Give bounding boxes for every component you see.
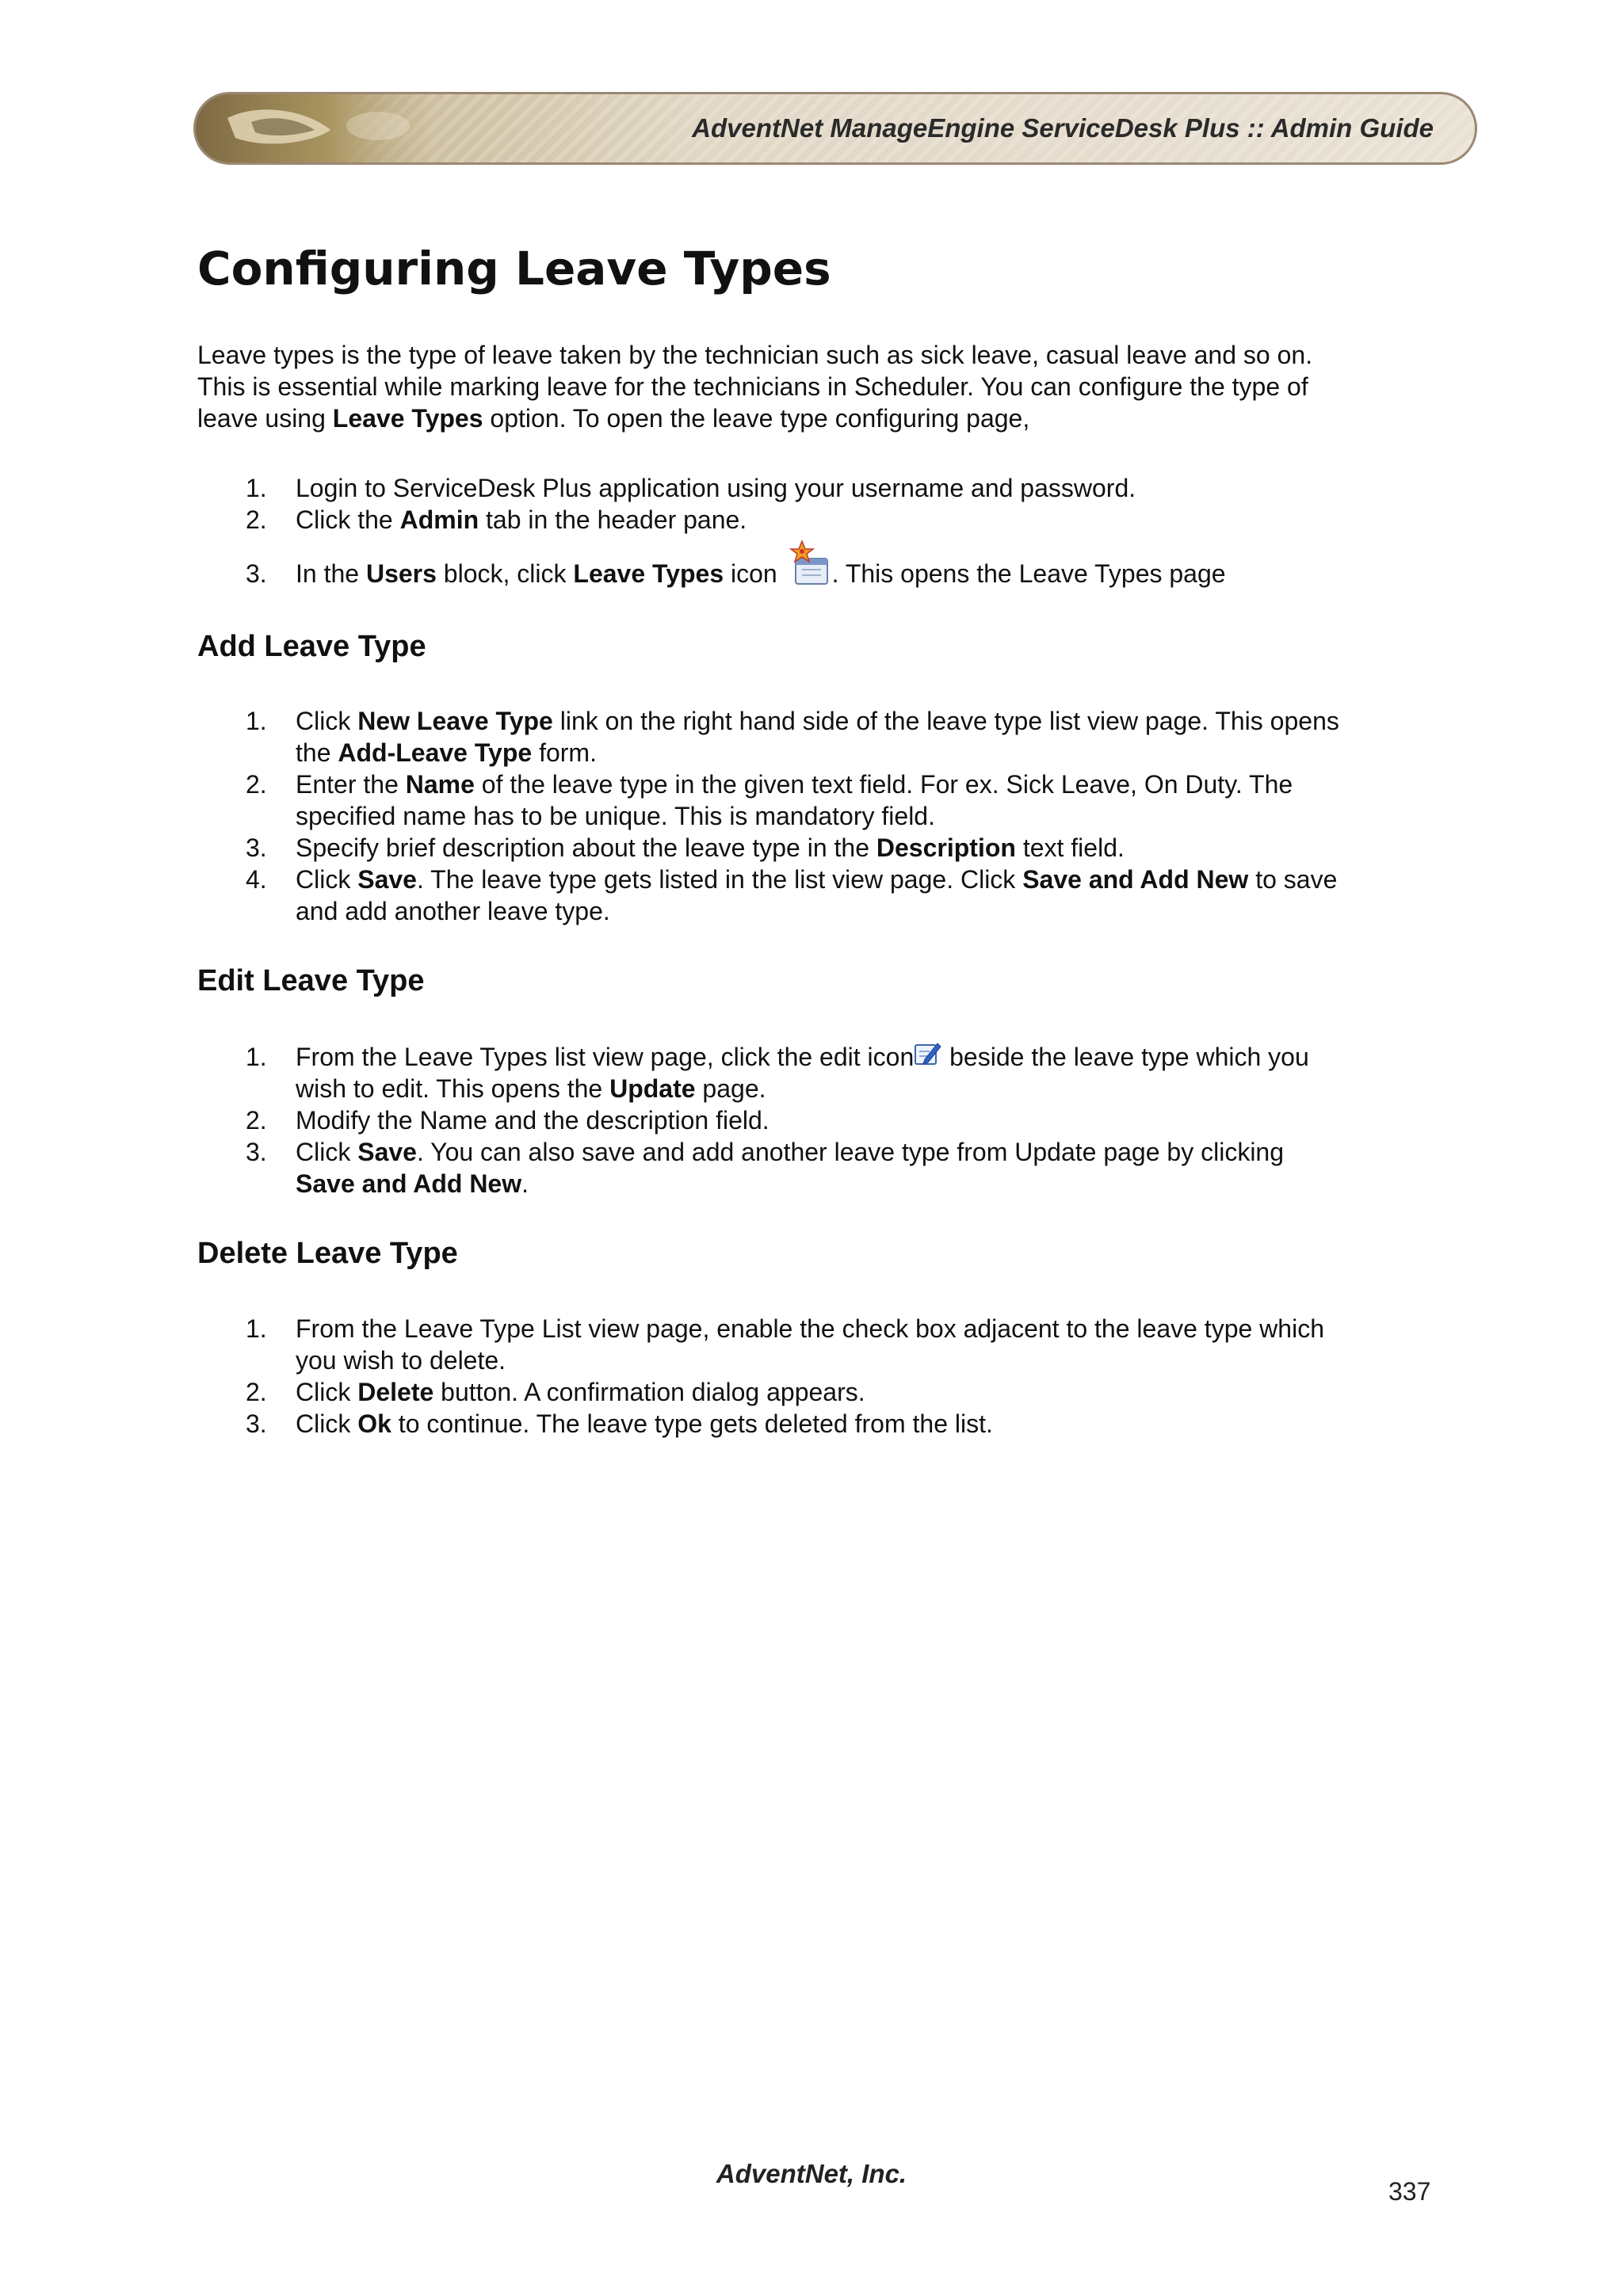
list-item: 4. Click Save. The leave type gets listed in the list view page. Click Save and Add New to save and add another leave type. [246, 865, 1338, 925]
list-item: 1. Login to ServiceDesk Plus application using your username and password. [246, 474, 1136, 502]
list-item: 3. In the Users block, click Leave Types icon . This opens the Leave Types page [0, 558, 1623, 605]
add-steps-list [0, 705, 1623, 927]
list-item: 2. Modify the Name and the description field. [246, 1106, 769, 1135]
open-steps-list [0, 472, 1623, 588]
list-item: 2. Enter the Name of the leave type in the given text field. For ex. Sick Leave, On Duty. The specified name has to be unique. This is mandatory field. [246, 770, 1293, 830]
header-banner [193, 92, 1477, 165]
list-item: 3. Click Save. You can also save and add another leave type from Update page by clicking Save and Add New. [246, 1138, 1285, 1198]
list-item: 1. From the Leave Type List view page, enable the check box adjacent to the leave type which you wish to delete. [246, 1314, 1324, 1375]
intro-paragraph [197, 339, 1449, 434]
edit-leave-type-heading: Edit Leave Type [197, 964, 425, 997]
page-title: Configuring Leave Types [197, 242, 831, 296]
intro-line-2: This is essential while marking leave for the technicians in Scheduler. You can configure the type of [197, 372, 1308, 401]
delete-steps-list [0, 1313, 1623, 1440]
edit-icon[interactable] [914, 1040, 942, 1067]
list-item: 3. Click Ok to continue. The leave type gets deleted from the list. [246, 1409, 993, 1438]
list-item: 2. Click the Admin tab in the header pane. [246, 505, 747, 534]
add-leave-type-heading: Add Leave Type [197, 630, 426, 663]
intro-line-1: Leave types is the type of leave taken by the technician such as sick leave, casual leave and so on. [197, 341, 1313, 369]
list-item: 1. From the Leave Types list view page, click the edit icon beside the leave type which you wish to edit. This opens the Update page. [0, 1041, 1623, 1104]
banner-decoration-icon [196, 94, 457, 162]
page-number: 337 [1388, 2177, 1431, 2206]
list-item: 2. Click Delete button. A confirmation dialog appears. [246, 1378, 865, 1406]
delete-leave-type-heading: Delete Leave Type [197, 1237, 458, 1270]
edit-steps-list [0, 1041, 1623, 1199]
leave-types-icon[interactable] [785, 538, 832, 587]
footer-company: AdventNet, Inc. [716, 2159, 907, 2188]
list-item: 3. Specify brief description about the leave type in the Description text field. [246, 833, 1125, 862]
list-item: 1. Click New Leave Type link on the right hand side of the leave type list view page. This opens the Add-Leave Type form. [246, 707, 1339, 767]
guide-title: AdventNet ManageEngine ServiceDesk Plus :: Admin Guide [692, 113, 1434, 143]
intro-line-3: leave using Leave Types option. To open the leave type configuring page, [197, 404, 1030, 433]
